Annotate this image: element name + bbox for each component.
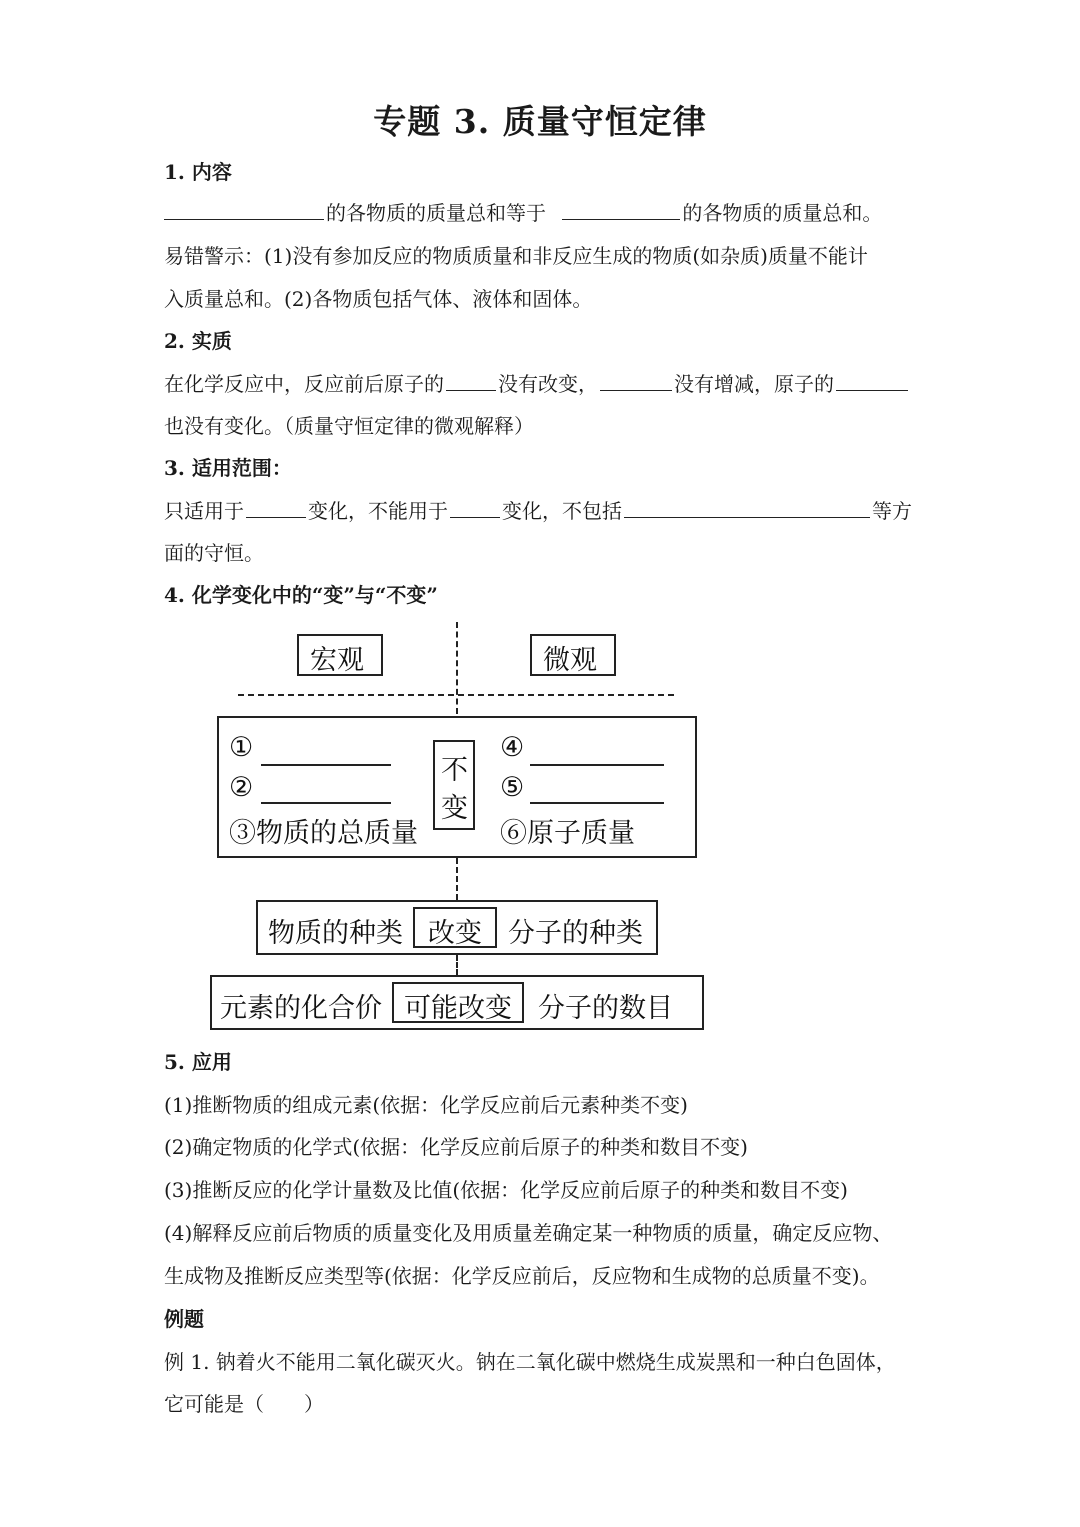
section-4-heading: 4. 化学变化中的“变”与“不变” bbox=[164, 583, 438, 607]
unchanged-box bbox=[217, 716, 697, 858]
item-5-blank[interactable] bbox=[530, 802, 664, 804]
application-item-3: (3)推断反应的化学计量数及比值(依据：化学反应前后原子的种类和数目不变) bbox=[164, 1178, 848, 1202]
item-1-marker: ① bbox=[229, 732, 254, 763]
application-item-4: (4)解释反应前后物质的质量变化及用质量差确定某一种物质的质量，确定反应物、 bbox=[164, 1221, 893, 1245]
micro-label: 微观 bbox=[543, 645, 597, 676]
example-1-line-2: 它可能是（ ） bbox=[164, 1392, 324, 1416]
warning-line-2: 入质量总和。(2)各物质包括气体、液体和固体。 bbox=[164, 287, 593, 311]
page-title: 专题 3. 质量守恒定律 bbox=[373, 102, 707, 141]
item-4-marker: ④ bbox=[500, 732, 525, 763]
item-2-blank[interactable] bbox=[261, 802, 391, 804]
may-change-right: 分子的数目 bbox=[538, 993, 673, 1024]
may-change-row bbox=[210, 975, 704, 1030]
may-change-label: 可能改变 bbox=[404, 993, 512, 1024]
section-3-line-2: 面的守恒。 bbox=[164, 541, 264, 565]
unchanged-label-box bbox=[433, 740, 475, 830]
section-2-line-2: 也没有变化。（质量守恒定律的微观解释） bbox=[164, 414, 534, 438]
warning-line-1: 易错警示：(1)没有参加反应的物质质量和非反应生成的物质(如杂质)质量不能计 bbox=[164, 244, 868, 268]
item-3-label: ③物质的总质量 bbox=[229, 818, 418, 849]
unchanged-char-1: 不 bbox=[441, 755, 468, 786]
micro-label-box bbox=[530, 634, 616, 676]
section-2-heading: 2. 实质 bbox=[164, 329, 232, 353]
item-4-blank[interactable] bbox=[530, 764, 664, 766]
item-5-marker: ⑤ bbox=[500, 772, 525, 803]
changed-row bbox=[256, 900, 658, 955]
changed-label-box bbox=[413, 907, 497, 948]
may-change-left: 元素的化合价 bbox=[220, 993, 382, 1024]
section-3-heading: 3. 适用范围： bbox=[164, 456, 292, 480]
example-heading: 例题 bbox=[164, 1307, 204, 1331]
section-1-heading: 1. 内容 bbox=[164, 160, 232, 184]
section-3-line-1: 只适用于 变化，不能用于 变化，不包括 等方 bbox=[164, 499, 912, 523]
divider-low bbox=[456, 955, 458, 975]
divider-top bbox=[456, 622, 458, 714]
horizontal-divider bbox=[238, 694, 674, 696]
may-change-label-box bbox=[392, 982, 524, 1023]
unchanged-char-2: 变 bbox=[441, 793, 468, 824]
section-2-line-1: 在化学反应中，反应前后原子的 没有改变， 没有增减，原子的 bbox=[164, 370, 964, 398]
changed-label: 改变 bbox=[428, 918, 482, 949]
section-5-heading: 5. 应用 bbox=[164, 1050, 232, 1074]
example-1-line-1: 例 1. 钠着火不能用二氧化碳灭火。钠在二氧化碳中燃烧生成炭黑和一种白色固体， bbox=[164, 1350, 896, 1374]
item-2-marker: ② bbox=[229, 772, 254, 803]
item-1-blank[interactable] bbox=[261, 764, 391, 766]
macro-label: 宏观 bbox=[310, 645, 364, 676]
changed-left: 物质的种类 bbox=[268, 918, 403, 949]
item-6-label: ⑥原子质量 bbox=[500, 818, 635, 849]
application-item-4-cont: 生成物及推断反应类型等(依据：化学反应前后，反应物和生成物的总质量不变)。 bbox=[164, 1264, 880, 1288]
macro-label-box bbox=[297, 634, 383, 676]
application-item-1: (1)推断物质的组成元素(依据：化学反应前后元素种类不变) bbox=[164, 1093, 688, 1117]
divider-mid bbox=[456, 858, 458, 900]
section-1-content: 的各物质的质量总和等于 的各物质的质量总和。 bbox=[164, 199, 964, 227]
changed-right: 分子的种类 bbox=[508, 918, 643, 949]
application-item-2: (2)确定物质的化学式(依据：化学反应前后原子的种类和数目不变) bbox=[164, 1135, 748, 1159]
